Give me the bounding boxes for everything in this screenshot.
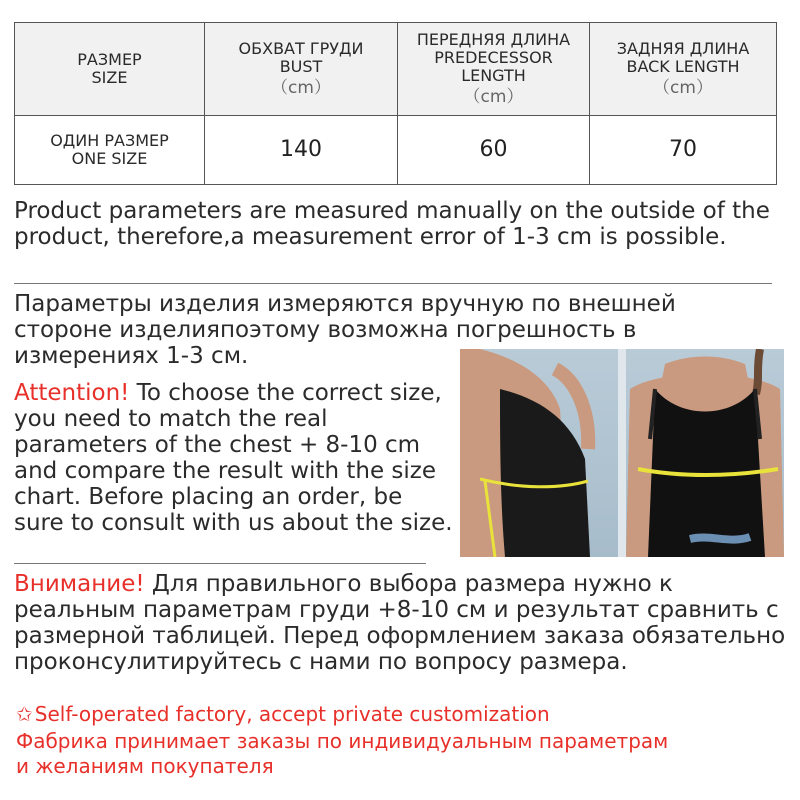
- cell-size: [15, 116, 205, 185]
- factory-line-ru-1: Фабрика принимает заказы по индивидуальным параметрам: [16, 729, 669, 753]
- header-bust: [205, 23, 398, 116]
- header-size-ru: РАЗМЕР: [77, 49, 142, 69]
- factory-text-en: Self-operated factory, accept private customization: [34, 702, 550, 726]
- measurement-illustration: [460, 349, 784, 557]
- factory-line-ru-2: и желаниям покупателя: [16, 754, 274, 778]
- side-view-figure: [460, 349, 590, 557]
- attention-label: Attention!: [14, 380, 130, 406]
- vnimanie-label: Внимание!: [14, 571, 145, 597]
- measurement-photo: [460, 349, 784, 557]
- header-back-unit: （cm）: [653, 77, 713, 98]
- divider: [14, 563, 426, 564]
- header-front-ru: ПЕРЕДНЯЯ ДЛИНА: [416, 29, 571, 49]
- back-view-figure: [626, 349, 784, 557]
- measurement-note-en: Product parameters are measured manually on the outside of the product, therefore,a measurement error of 1-3 cm is possible.: [14, 198, 770, 250]
- cell-back-length: 70: [590, 116, 777, 185]
- header-back-length: [590, 23, 777, 116]
- divider: [14, 283, 772, 284]
- factory-line-en: [16, 702, 550, 726]
- header-size-en: SIZE: [91, 68, 128, 87]
- header-bust-unit: （cm）: [271, 77, 331, 98]
- measurement-note-ru: Параметры изделия измеряются вручную по внешней стороне изделияпоэтому возможна погрешность в измерениях 1-3 см.: [14, 291, 676, 369]
- vnimanie-paragraph: [14, 571, 794, 675]
- size-chart-table: [14, 22, 777, 185]
- star-icon: ✩: [16, 702, 33, 726]
- size-chart-header-row: [15, 23, 777, 116]
- header-back-en: BACK LENGTH: [626, 57, 740, 77]
- vnimanie-text: Для правильного выбора размера нужно к реальным параметрам груди +8-10 см и результат сравнить с размерной таблицей. Перед оформлением заказа обязательно проконсулитируйтесь с нами по вопросу размера.: [14, 571, 786, 675]
- header-front-en: PREDECESSOR LENGTH: [434, 48, 553, 86]
- table-row: [15, 116, 777, 185]
- attention-paragraph: [14, 380, 454, 536]
- cell-size-en: ONE SIZE: [71, 149, 148, 168]
- header-front-unit: （cm）: [463, 86, 524, 107]
- cell-size-ru: ОДИН РАЗМЕР: [50, 130, 169, 150]
- header-front-length: [398, 23, 590, 116]
- cell-front-length: 60: [398, 116, 590, 185]
- attention-text: To choose the correct size, you need to match the real parameters of the chest + 8-10 cm and compare the result with the size chart. Before placing an order, be sure to consult with us about the size.: [14, 380, 453, 536]
- header-back-ru: ЗАДНЯЯ ДЛИНА: [616, 38, 750, 58]
- header-bust-ru: ОБХВАТ ГРУДИ: [238, 38, 364, 58]
- header-size: [15, 23, 205, 116]
- header-bust-en: BUST: [279, 57, 323, 77]
- cell-bust: 140: [205, 116, 398, 185]
